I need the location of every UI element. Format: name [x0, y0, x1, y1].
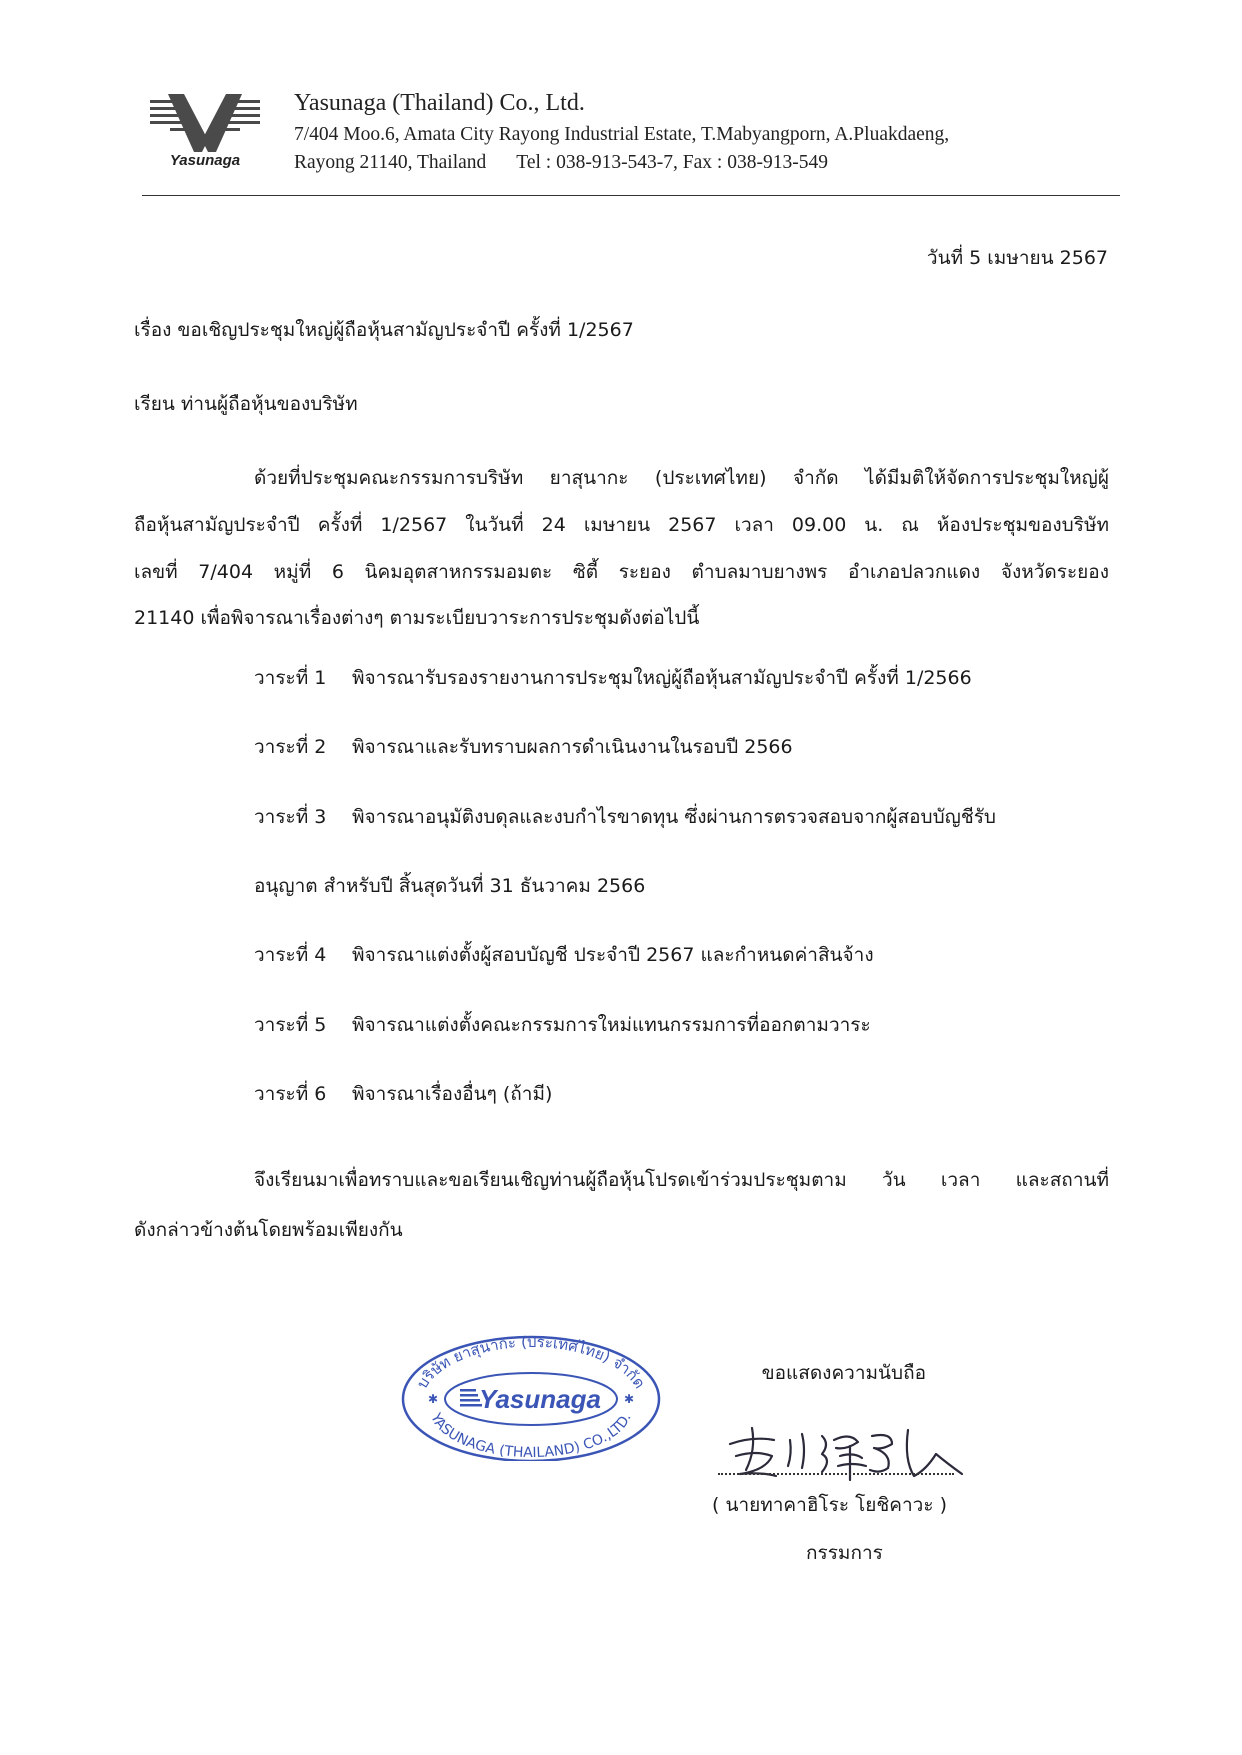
agenda-item-5 [254, 1010, 871, 1040]
closing-line: ดังกล่าวข้างต้นโดยพร้อมเพียงกัน [134, 1219, 403, 1241]
svg-text:✱: ✱ [624, 1392, 635, 1406]
letter-subject: เรื่อง ขอเชิญประชุมใหญ่ผู้ถือหุ้นสามัญประจำปี ครั้งที่ 1/2567 [134, 319, 634, 341]
signer-title: กรรมการ [806, 1542, 883, 1564]
agenda-text: พิจารณาแต่งตั้งคณะกรรมการใหม่แทนกรรมการที่ออกตามวาระ [352, 1014, 871, 1036]
agenda-number: วาระที่ 5 [254, 1014, 327, 1036]
agenda-item-4 [254, 940, 874, 970]
logo-wordmark: Yasunaga [169, 152, 241, 169]
agenda-item-3 [254, 802, 996, 832]
intro-line: เลขที่ 7/404 หมู่ที่ 6 นิคมอุตสาหกรรมอมตะ ซิตี้ ระยอง ตำบลมาบยางพร อำเภอปลวกแดง จังหวัดระยอง [134, 561, 1109, 583]
letter-date: วันที่ 5 เมษายน 2567 [926, 247, 1108, 269]
company-address-line2 [294, 152, 828, 174]
letterhead-divider [142, 195, 1120, 196]
svg-text:YASUNAGA (THAILAND) CO.,LTD.: YASUNAGA (THAILAND) CO.,LTD. [427, 1410, 635, 1461]
intro-line: 21140 เพื่อพิจารณาเรื่องต่างๆ ตามระเบียบวาระการประชุมดังต่อไปนี้ [134, 607, 700, 629]
agenda-item-3-cont [254, 871, 645, 901]
company-address-line1: 7/404 Moo.6, Amata City Rayong Industrial Estate, T.Mabyangporn, A.Pluakdaeng, [294, 124, 950, 145]
agenda-item-6 [254, 1079, 552, 1109]
agenda-text: พิจารณาอนุมัติงบดุลและงบกำไรขาดทุน ซึ่งผ่านการตรวจสอบจากผู้สอบบัญชีรับ [352, 806, 996, 828]
agenda-item-1 [254, 663, 972, 693]
signature-line [718, 1473, 954, 1475]
handwritten-signature [722, 1410, 972, 1490]
svg-text:Yasunaga: Yasunaga [479, 1384, 601, 1414]
agenda-text: พิจารณาแต่งตั้งผู้สอบบัญชี ประจำปี 2567 และกำหนดค่าสินจ้าง [352, 944, 874, 966]
signer-name: ( นายทาคาฮิโระ โยชิคาวะ ) [712, 1494, 948, 1516]
agenda-number: วาระที่ 6 [254, 1083, 327, 1105]
agenda-text: พิจารณาเรื่องอื่นๆ (ถ้ามี) [352, 1083, 553, 1105]
agenda-number: วาระที่ 4 [254, 944, 327, 966]
company-name: Yasunaga (Thailand) Co., Ltd. [294, 90, 585, 116]
company-seal-stamp [400, 1331, 662, 1461]
company-city: Rayong 21140, Thailand [294, 152, 487, 173]
agenda-number: วาระที่ 1 [254, 667, 327, 689]
agenda-text: พิจารณาและรับทราบผลการดำเนินงานในรอบปี 2566 [352, 736, 793, 758]
company-tel-fax: Tel : 038-913-543-7, Fax : 038-913-549 [516, 152, 828, 173]
agenda-item-2 [254, 732, 793, 762]
closing-line: จึงเรียนมาเพื่อทราบและขอเรียนเชิญท่านผู้ถือหุ้นโปรดเข้าร่วมประชุมตาม วัน เวลา และสถานที่ [254, 1169, 1109, 1191]
letter-salutation: เรียน ท่านผู้ถือหุ้นของบริษัท [134, 393, 358, 415]
intro-line: ถือหุ้นสามัญประจำปี ครั้งที่ 1/2567 ในวันที่ 24 เมษายน 2567 เวลา 09.00 น. ณ ห้องประชุมของบริษัท [134, 514, 1109, 536]
agenda-number: วาระที่ 2 [254, 736, 327, 758]
complimentary-close: ขอแสดงความนับถือ [761, 1362, 926, 1384]
svg-text:✱: ✱ [428, 1392, 439, 1406]
svg-text:บริษัท ยาสุนากะ (ประเทศไทย) จำ: บริษัท ยาสุนากะ (ประเทศไทย) จำกัด [413, 1333, 649, 1392]
intro-line: ด้วยที่ประชุมคณะกรรมการบริษัท ยาสุนากะ (ประเทศไทย) จำกัด ได้มีมติให้จัดการประชุมใหญ่ผู้ [254, 467, 1109, 489]
agenda-number: วาระที่ 3 [254, 806, 327, 828]
agenda-text: พิจารณารับรองรายงานการประชุมใหญ่ผู้ถือหุ้นสามัญประจำปี ครั้งที่ 1/2566 [352, 667, 972, 689]
agenda-text: อนุญาต สำหรับปี สิ้นสุดวันที่ 31 ธันวาคม 2566 [254, 875, 646, 897]
